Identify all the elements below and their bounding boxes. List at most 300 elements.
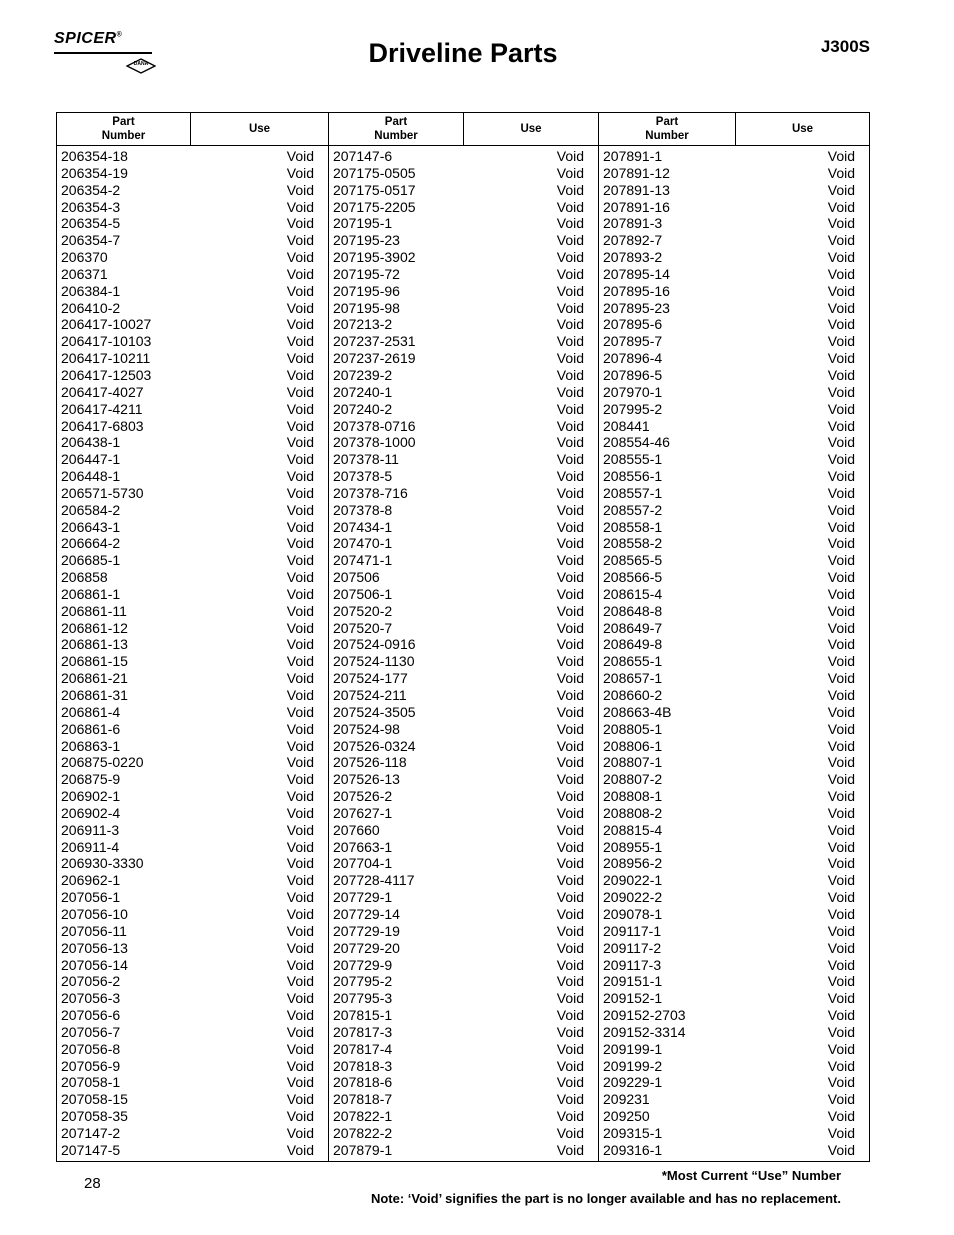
use-cell: Void [556, 366, 584, 383]
table-row [57, 535, 328, 552]
table-row [329, 603, 598, 620]
part-number-cell: 206417-10027 [61, 316, 152, 333]
use-cell: Void [827, 232, 855, 249]
table-row [329, 586, 598, 603]
use-cell: Void [556, 232, 584, 249]
use-cell: Void [827, 619, 855, 636]
table-row [329, 232, 598, 249]
table-row [329, 704, 598, 721]
use-cell: Void [556, 956, 584, 973]
use-cell: Void [286, 366, 314, 383]
use-cell: Void [556, 350, 584, 367]
table-row [329, 148, 598, 165]
part-number-cell: 206571-5730 [61, 484, 144, 501]
table-row [329, 1108, 598, 1125]
table-row [329, 300, 598, 317]
part-number-cell: 207520-7 [333, 619, 393, 636]
table-row [57, 434, 328, 451]
header-divider [463, 113, 464, 146]
part-number-cell: 207147-5 [61, 1141, 121, 1158]
part-number-cell: 209117-1 [603, 922, 662, 939]
use-cell: Void [827, 939, 855, 956]
table-row [57, 738, 328, 755]
use-cell: Void [827, 198, 855, 215]
part-number-cell: 207147-2 [61, 1124, 121, 1141]
part-number-cell: 206861-11 [61, 602, 127, 619]
part-number-cell: 208805-1 [603, 720, 663, 737]
use-cell: Void [556, 585, 584, 602]
part-number-cell: 209152-1 [603, 990, 663, 1007]
table-row [57, 839, 328, 856]
table-row [599, 620, 869, 637]
use-cell: Void [286, 451, 314, 468]
part-number-cell: 206448-1 [61, 468, 121, 485]
part-number-cell: 206861-21 [61, 670, 128, 687]
table-row [57, 519, 328, 536]
part-number-cell: 207526-13 [333, 771, 400, 788]
table-row [57, 1041, 328, 1058]
parts-table [56, 112, 870, 1162]
use-cell: Void [556, 973, 584, 990]
part-number-cell: 207195-23 [333, 232, 400, 249]
table-row [329, 805, 598, 822]
table-row [57, 670, 328, 687]
table-row [329, 316, 598, 333]
use-cell: Void [286, 889, 314, 906]
use-cell: Void [827, 821, 855, 838]
brand-text: SPICER [54, 30, 117, 47]
registered-mark: ® [116, 31, 123, 39]
table-row [599, 300, 869, 317]
use-cell: Void [286, 1040, 314, 1057]
use-cell: Void [827, 804, 855, 821]
part-number-cell: 207818-3 [333, 1057, 393, 1074]
table-row [329, 350, 598, 367]
use-cell: Void [286, 249, 314, 266]
header-part-number-1: Part Number [101, 116, 146, 142]
table-row [57, 687, 328, 704]
part-number-cell: 206902-4 [61, 804, 121, 821]
use-cell: Void [286, 720, 314, 737]
use-cell: Void [827, 1124, 855, 1141]
table-row [599, 906, 869, 923]
table-row [329, 165, 598, 182]
use-cell: Void [556, 501, 584, 518]
table-row [329, 1142, 598, 1159]
table-row [599, 1074, 869, 1091]
part-number-cell: 209199-2 [603, 1057, 663, 1074]
table-row [599, 468, 869, 485]
part-number-cell: 207891-16 [603, 198, 670, 215]
part-number-cell: 207056-11 [61, 922, 127, 939]
use-cell: Void [556, 737, 584, 754]
table-row [599, 839, 869, 856]
header-part-number-2: Part Number [374, 116, 418, 142]
use-cell: Void [286, 1124, 314, 1141]
use-cell: Void [286, 181, 314, 198]
use-cell: Void [286, 484, 314, 501]
use-cell: Void [286, 501, 314, 518]
table-row [329, 1024, 598, 1041]
use-cell: Void [286, 350, 314, 367]
table-row [57, 249, 328, 266]
model-code: J300S [820, 37, 870, 56]
use-cell: Void [827, 838, 855, 855]
table-row [329, 367, 598, 384]
part-number-cell: 208806-1 [603, 737, 663, 754]
part-number-cell: 207524-211 [333, 687, 407, 703]
use-cell: Void [827, 872, 855, 889]
use-cell: Void [827, 1108, 855, 1125]
part-number-cell: 207526-2 [333, 788, 393, 805]
part-number-cell: 207627-1 [333, 804, 393, 821]
part-number-cell: 209117-3 [603, 956, 662, 973]
part-number-cell: 207378-8 [333, 501, 393, 518]
table-row [57, 1007, 328, 1024]
use-cell: Void [286, 855, 314, 872]
table-row [57, 300, 328, 317]
part-number-cell: 206875-9 [61, 771, 121, 788]
part-number-cell: 206962-1 [61, 872, 121, 889]
part-number-cell: 207524-98 [333, 720, 400, 737]
table-row [57, 384, 328, 401]
part-number-cell: 209151-1 [603, 973, 663, 990]
use-cell: Void [286, 468, 314, 485]
part-number-cell: 207195-3902 [333, 249, 416, 266]
use-cell: Void [827, 1023, 855, 1040]
part-number-cell: 206664-2 [61, 535, 121, 552]
table-row [329, 1058, 598, 1075]
table-row [599, 266, 869, 283]
use-cell: Void [286, 872, 314, 889]
table-row [57, 620, 328, 637]
use-cell: Void [556, 282, 584, 299]
use-cell: Void [286, 636, 314, 653]
table-row [599, 805, 869, 822]
part-number-cell: 207056-2 [61, 973, 121, 990]
use-cell: Void [556, 636, 584, 653]
use-cell: Void [556, 905, 584, 922]
table-row [599, 552, 869, 569]
use-cell: Void [827, 451, 855, 468]
part-number-cell: 207526-118 [333, 754, 407, 771]
use-cell: Void [827, 737, 855, 754]
table-row [599, 1142, 869, 1159]
use-cell: Void [286, 417, 314, 434]
part-number-cell: 209022-2 [603, 889, 663, 906]
table-row [57, 771, 328, 788]
use-cell: Void [827, 535, 855, 552]
part-number-cell: 207056-6 [61, 1007, 121, 1024]
table-row [599, 788, 869, 805]
parts-column-3 [599, 148, 869, 1158]
use-cell: Void [286, 619, 314, 636]
part-number-cell: 207895-23 [603, 299, 670, 316]
use-cell: Void [556, 771, 584, 788]
use-cell: Void [827, 148, 855, 164]
table-row [329, 940, 598, 957]
part-number-cell: 207892-7 [603, 232, 663, 249]
part-number-cell: 208649-8 [603, 636, 663, 653]
part-number-cell: 207471-1 [333, 552, 393, 569]
use-cell: Void [827, 366, 855, 383]
table-row [599, 333, 869, 350]
part-number-cell: 207891-1 [603, 148, 663, 164]
use-cell: Void [286, 1108, 314, 1125]
table-row [599, 485, 869, 502]
table-row [57, 367, 328, 384]
part-number-cell: 207434-1 [333, 518, 393, 535]
part-number-cell: 207239-2 [333, 366, 393, 383]
table-row [57, 822, 328, 839]
part-number-cell: 206417-6803 [61, 417, 144, 434]
part-number-cell: 206861-13 [61, 636, 128, 653]
part-number-cell: 209229-1 [603, 1074, 663, 1091]
header-use-2: Use [520, 123, 542, 135]
part-number-cell: 206417-4027 [61, 383, 144, 400]
part-number-cell: 207817-3 [333, 1023, 393, 1040]
part-number-cell: 208565-5 [603, 552, 663, 569]
use-cell: Void [556, 333, 584, 350]
table-row [57, 1024, 328, 1041]
table-row [57, 569, 328, 586]
table-row [599, 855, 869, 872]
use-cell: Void [556, 198, 584, 215]
part-number-cell: 207213-2 [333, 316, 393, 333]
table-row [599, 670, 869, 687]
table-row [599, 1024, 869, 1041]
use-cell: Void [827, 1057, 855, 1074]
table-row [329, 249, 598, 266]
use-cell: Void [556, 687, 584, 703]
use-cell: Void [286, 316, 314, 333]
use-cell: Void [827, 484, 855, 501]
table-row [599, 957, 869, 974]
part-number-cell: 209117-2 [603, 939, 662, 956]
table-row [57, 586, 328, 603]
use-cell: Void [556, 855, 584, 872]
use-cell: Void [556, 468, 584, 485]
table-row [599, 653, 869, 670]
part-number-cell: 206861-31 [61, 687, 128, 703]
table-row [599, 502, 869, 519]
use-cell: Void [286, 569, 314, 586]
use-cell: Void [556, 703, 584, 720]
parts-column-1 [57, 148, 328, 1158]
part-number-cell: 207058-35 [61, 1108, 128, 1125]
part-number-cell: 206354-19 [61, 164, 128, 181]
table-row [329, 519, 598, 536]
header-divider [735, 113, 736, 146]
use-cell: Void [827, 602, 855, 619]
use-cell: Void [556, 889, 584, 906]
part-number-cell: 207663-1 [333, 838, 393, 855]
part-number-cell: 207378-1000 [333, 434, 416, 451]
part-number-cell: 207058-15 [61, 1091, 128, 1108]
header-divider [190, 113, 191, 146]
table-row [57, 973, 328, 990]
part-number-cell: 207237-2619 [333, 350, 416, 367]
part-number-cell: 207795-2 [333, 973, 393, 990]
part-number-cell: 208807-2 [603, 771, 663, 788]
table-row [599, 872, 869, 889]
part-number-cell: 208663-4B [603, 703, 672, 720]
part-number-cell: 207056-7 [61, 1023, 121, 1040]
use-cell: Void [286, 687, 314, 703]
part-number-cell: 207526-0324 [333, 737, 416, 754]
use-cell: Void [286, 299, 314, 316]
part-number-cell: 209199-1 [603, 1040, 663, 1057]
part-number-cell: 206447-1 [61, 451, 121, 468]
use-cell: Void [827, 434, 855, 451]
part-number-cell: 207195-98 [333, 299, 400, 316]
part-number-cell: 207378-0716 [333, 417, 416, 434]
table-row [57, 401, 328, 418]
part-number-cell: 207818-6 [333, 1074, 393, 1091]
table-row [57, 199, 328, 216]
table-row [329, 485, 598, 502]
table-row [599, 249, 869, 266]
header-part-number-3: Part Number [645, 116, 689, 142]
table-row [57, 148, 328, 165]
void-note: Note: ‘Void’ signifies the part is no longer available and has no replacement. [370, 1191, 841, 1206]
part-number-cell: 208441 [603, 417, 650, 434]
use-cell: Void [827, 687, 855, 703]
use-cell: Void [827, 282, 855, 299]
table-row [329, 215, 598, 232]
table-row [329, 653, 598, 670]
table-row [329, 855, 598, 872]
part-number-cell: 206643-1 [61, 518, 121, 535]
part-number-cell: 206875-0220 [61, 754, 144, 771]
table-row [57, 957, 328, 974]
use-cell: Void [286, 552, 314, 569]
use-cell: Void [556, 265, 584, 282]
table-row [599, 754, 869, 771]
part-number-cell: 209022-1 [603, 872, 663, 889]
part-number-cell: 207240-1 [333, 383, 393, 400]
part-number-cell: 207195-1 [333, 215, 393, 232]
use-cell: Void [556, 653, 584, 670]
use-cell: Void [286, 333, 314, 350]
use-cell: Void [556, 1023, 584, 1040]
table-row [599, 148, 869, 165]
use-cell: Void [827, 265, 855, 282]
use-cell: Void [556, 552, 584, 569]
table-row [599, 350, 869, 367]
table-row [599, 418, 869, 435]
use-cell: Void [286, 754, 314, 771]
table-row [329, 771, 598, 788]
table-row [599, 586, 869, 603]
part-number-cell: 207056-1 [61, 889, 121, 906]
table-row [329, 434, 598, 451]
table-row [57, 855, 328, 872]
page-title: Driveline Parts [368, 38, 558, 68]
use-cell: Void [556, 569, 584, 586]
table-row [329, 889, 598, 906]
part-number-cell: 206354-18 [61, 148, 128, 164]
part-number-cell: 207240-2 [333, 400, 393, 417]
use-cell: Void [286, 215, 314, 232]
table-row [329, 266, 598, 283]
use-cell: Void [827, 720, 855, 737]
part-number-cell: 207056-14 [61, 956, 128, 973]
part-number-cell: 208555-1 [603, 451, 663, 468]
part-number-cell: 207524-3505 [333, 703, 416, 720]
part-number-cell: 208808-1 [603, 788, 663, 805]
part-number-cell: 206858 [61, 569, 108, 586]
part-number-cell: 207729-9 [333, 956, 393, 973]
table-row [599, 636, 869, 653]
table-row [57, 704, 328, 721]
table-row [599, 384, 869, 401]
use-cell: Void [286, 198, 314, 215]
table-row [599, 822, 869, 839]
table-row [57, 603, 328, 620]
table-row [599, 434, 869, 451]
table-row [329, 957, 598, 974]
table-row [599, 923, 869, 940]
part-number-cell: 207524-1130 [333, 653, 415, 670]
table-row [57, 468, 328, 485]
part-number-cell: 208955-1 [603, 838, 663, 855]
table-row [57, 754, 328, 771]
part-number-cell: 207058-1 [61, 1074, 121, 1091]
table-row [57, 805, 328, 822]
use-cell: Void [827, 771, 855, 788]
part-number-cell: 206861-12 [61, 619, 128, 636]
use-cell: Void [827, 990, 855, 1007]
parts-column-2 [329, 148, 598, 1158]
part-number-cell: 209315-1 [603, 1124, 663, 1141]
table-row [57, 1108, 328, 1125]
part-number-cell: 207056-13 [61, 939, 128, 956]
dana-badge-text: DANA [133, 61, 149, 67]
use-cell: Void [286, 905, 314, 922]
table-row [329, 788, 598, 805]
use-cell: Void [556, 181, 584, 198]
use-cell: Void [286, 1023, 314, 1040]
use-cell: Void [556, 518, 584, 535]
part-number-cell: 207524-177 [333, 670, 408, 687]
part-number-cell: 206911-3 [61, 821, 120, 838]
table-row [599, 1007, 869, 1024]
table-row [329, 687, 598, 704]
part-number-cell: 206417-10211 [61, 350, 151, 367]
use-cell: Void [827, 653, 855, 670]
use-cell: Void [556, 484, 584, 501]
use-cell: Void [827, 636, 855, 653]
use-cell: Void [827, 552, 855, 569]
part-number-cell: 207378-716 [333, 484, 408, 501]
part-number-cell: 206911-4 [61, 838, 120, 855]
table-row [57, 1074, 328, 1091]
table-row [329, 906, 598, 923]
table-row [329, 502, 598, 519]
part-number-cell: 206584-2 [61, 501, 121, 518]
use-cell: Void [827, 518, 855, 535]
part-number-cell: 206861-6 [61, 720, 121, 737]
part-number-cell: 208649-7 [603, 619, 663, 636]
table-row [599, 569, 869, 586]
part-number-cell: 208556-1 [603, 468, 663, 485]
part-number-cell: 207506-1 [333, 585, 393, 602]
table-row [329, 384, 598, 401]
use-cell: Void [827, 1007, 855, 1024]
use-cell: Void [556, 1007, 584, 1024]
use-cell: Void [286, 434, 314, 451]
